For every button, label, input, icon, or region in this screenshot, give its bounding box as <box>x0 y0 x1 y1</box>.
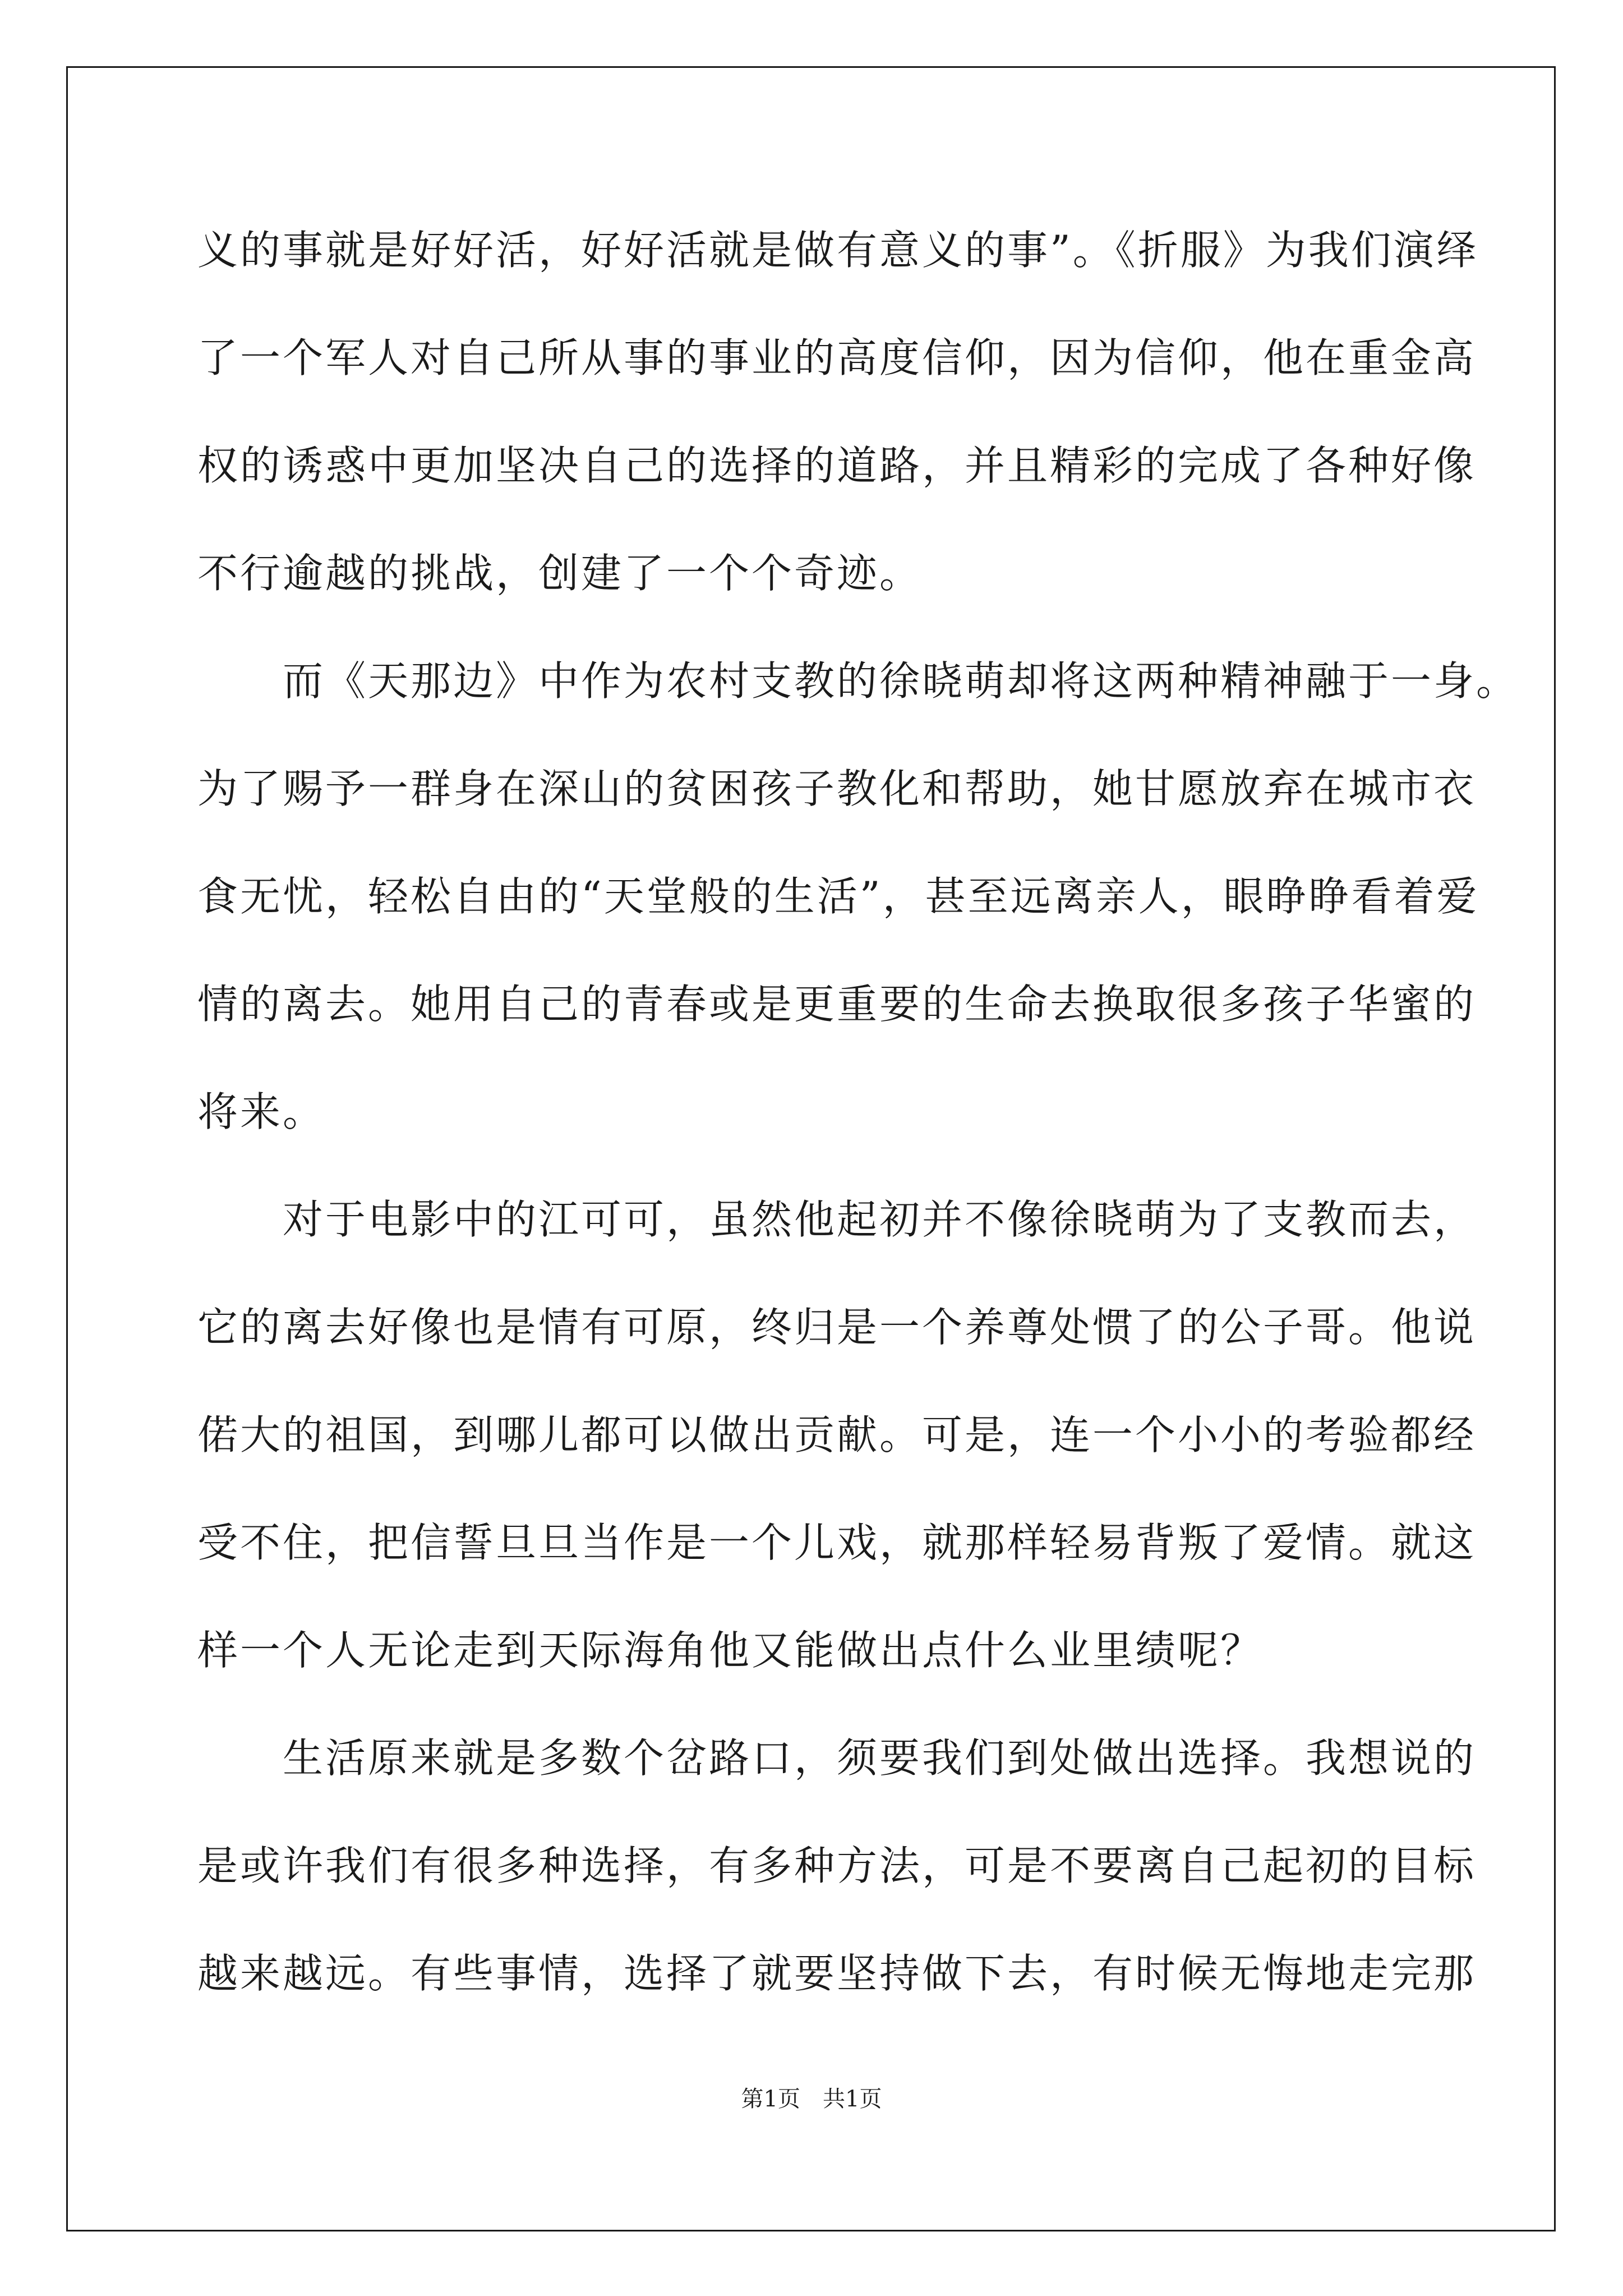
text-line: 样一个人无论走到天际海角他又能做出点什么业里绩呢？ <box>197 1627 1264 1674</box>
text-line: 义的事就是好好活，好好活就是做有意义的事”。《折服》为我们演绎 <box>197 227 1479 274</box>
text-line: 权的诱惑中更加坚决自己的选择的道路，并且精彩的完成了各种好像 <box>197 442 1477 489</box>
text-line: 不行逾越的挑战，创建了一个个奇迹。 <box>197 550 923 597</box>
page-border <box>66 66 1556 2231</box>
text-line: 偌大的祖国，到哪儿都可以做出贡献。可是，连一个小小的考验都经 <box>197 1411 1477 1458</box>
text-line: 食无忧，轻松自由的“天堂般的生活”，甚至远离亲人，眼睁睁看着爱 <box>197 873 1479 920</box>
text-line: 了一个军人对自己所从事的事业的高度信仰，因为信仰，他在重金高 <box>197 334 1477 381</box>
text-line: 将来。 <box>197 1088 326 1135</box>
paragraph-first-line: 对于电影中的江可可，虽然他起初并不像徐晓萌为了支教而去， <box>283 1196 1477 1243</box>
paragraph-first-line: 生活原来就是多数个岔路口，须要我们到处做出选择。我想说的 <box>283 1734 1477 1782</box>
text-line: 为了赐予一群身在深山的贫困孩子教化和帮助，她甘愿放弃在城市衣 <box>197 765 1477 812</box>
text-line: 受不住，把信誓旦旦当作是一个儿戏，就那样轻易背叛了爱情。就这 <box>197 1519 1477 1566</box>
text-line: 它的离去好像也是情有可原，终归是一个养尊处惯了的公子哥。他说 <box>197 1304 1477 1351</box>
paragraph-first-line: 而《天那边》中作为农村支教的徐晓萌却将这两种精神融于一身。 <box>283 657 1519 705</box>
page-number-footer: 第1页 共1页 <box>741 2086 882 2112</box>
text-line: 情的离去。她用自己的青春或是更重要的生命去换取很多孩子华蜜的 <box>197 981 1477 1028</box>
text-line: 越来越远。有些事情，选择了就要坚持做下去，有时候无悔地走完那 <box>197 1950 1477 1997</box>
text-line: 是或许我们有很多种选择，有多种方法，可是不要离自己起初的目标 <box>197 1842 1477 1889</box>
